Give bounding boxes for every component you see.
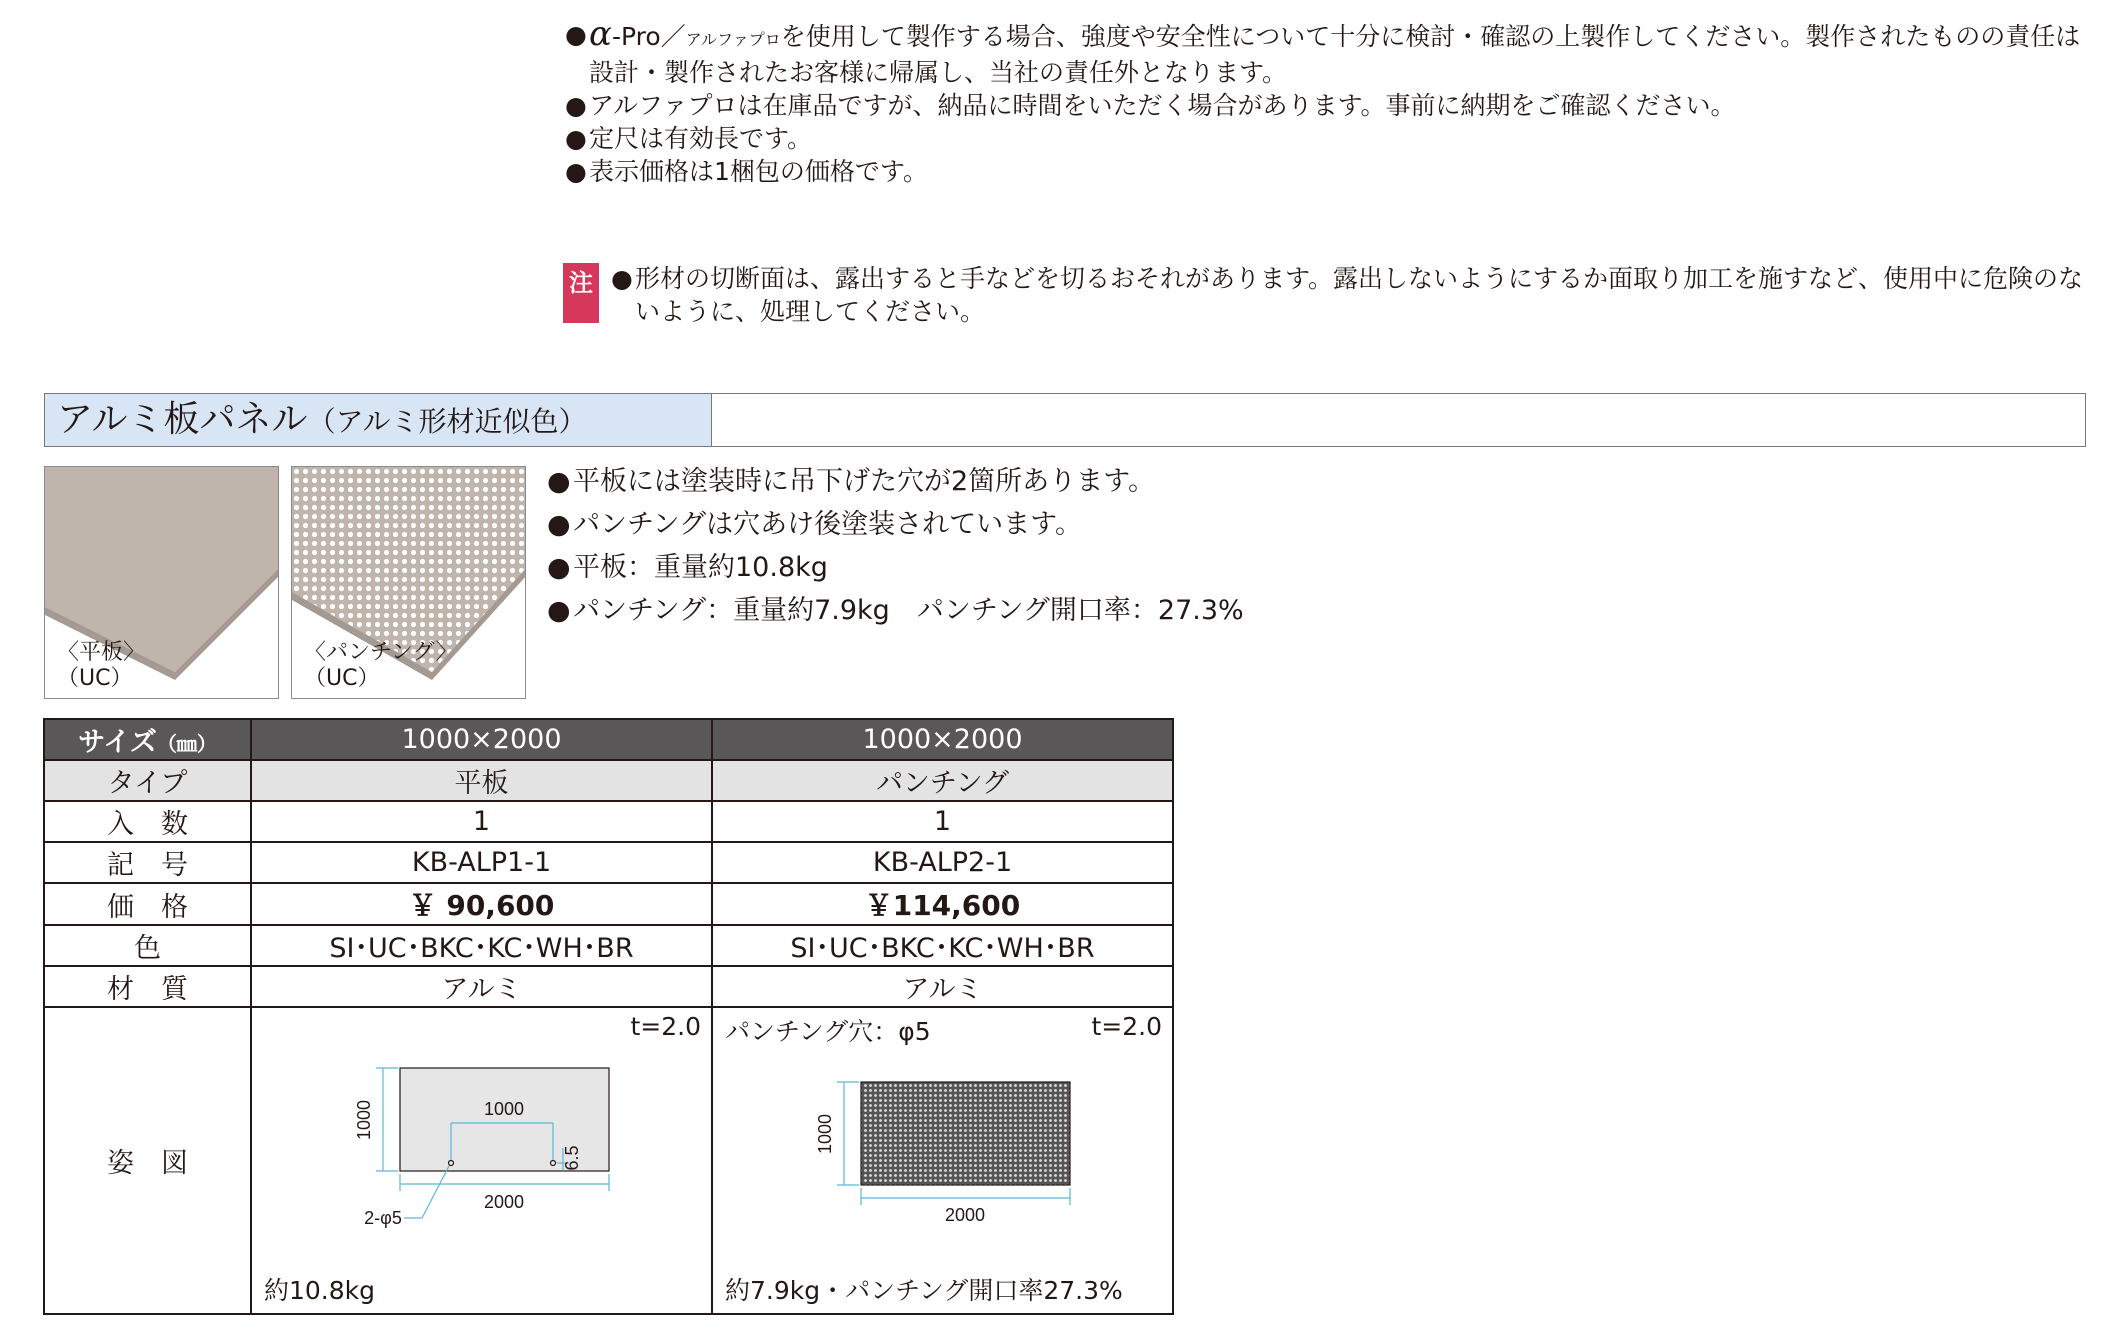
code-cell: KB-ALP2-1	[712, 842, 1173, 883]
material-cell: アルミ	[251, 966, 712, 1007]
flat-dim-offset: 6.5	[562, 1145, 582, 1171]
flat-drawing	[252, 1008, 713, 1313]
color-cell: SI･UC･BKC･KC･WH･BR	[251, 925, 712, 966]
table-row-size	[44, 719, 1173, 760]
section-header	[44, 393, 2086, 447]
caution-badge: 注	[563, 263, 599, 323]
caution-text: ● 形材の切断面は、露出すると手などを切るおそれがあります。露出しないようにするか面取り加工を施すなど、使用中に危険のないように、処理してください。	[611, 262, 2091, 328]
punch-hole-size: パンチング穴：φ5	[725, 1017, 931, 1046]
photo-flat-panel	[44, 466, 279, 699]
note-alpha-pro: ● α-Pro／アルファプロを使用して製作する場合、強度や安全性について十分に検討・確認の上製作してください。製作されたものの責任は設計・製作されたお客様に帰属し、当社の責任外となります。	[565, 18, 2095, 89]
photo-punching-caption: 〈パンチング〉 （UC）	[304, 640, 458, 691]
color-cell: SI･UC･BKC･KC･WH･BR	[712, 925, 1173, 966]
table-row-price	[44, 883, 1173, 925]
flat-weight: 約10.8kg	[264, 1276, 376, 1305]
size-cell: 1000×2000	[251, 719, 712, 760]
table-row-code	[44, 842, 1173, 883]
section-title: アルミ板パネル（アルミ形材近似色）	[45, 394, 712, 446]
material-cell: アルミ	[712, 966, 1173, 1007]
qty-cell: 1	[712, 801, 1173, 842]
flat-thickness: t=2.0	[630, 1012, 701, 1041]
flat-dim-pitch: 1000	[483, 1099, 525, 1119]
size-label: サイズ（㎜）	[44, 719, 251, 760]
code-label: 記 号	[44, 842, 251, 883]
type-label: タイプ	[44, 760, 251, 801]
punching-drawing	[713, 1008, 1174, 1313]
price-cell: ￥ 90,600	[251, 883, 712, 925]
table-row-color	[44, 925, 1173, 966]
code-cell: KB-ALP1-1	[251, 842, 712, 883]
photo-punching-panel	[291, 466, 526, 699]
spec-notes	[547, 460, 1244, 632]
material-label: 材 質	[44, 966, 251, 1007]
punch-weight: 約7.9kg・パンチング開口率27.3%	[725, 1276, 1123, 1305]
table-row-type	[44, 760, 1173, 801]
spec-note: ● パンチングは穴あけ後塗装されています。	[547, 503, 1244, 546]
punch-thickness: t=2.0	[1091, 1012, 1162, 1041]
figure-cell-flat	[251, 1007, 712, 1314]
spec-note: ● 平板には塗装時に吊下げた穴が2箇所あります。	[547, 460, 1244, 503]
table-row-qty	[44, 801, 1173, 842]
price-cell: ￥114,600	[712, 883, 1173, 925]
flat-hole-label: 2-φ5	[364, 1208, 402, 1228]
type-cell: パンチング	[712, 760, 1173, 801]
spec-note: ● 平板：重量約10.8kg	[547, 546, 1244, 589]
note-length: ● 定尺は有効長です。	[565, 122, 2095, 155]
price-label: 価 格	[44, 883, 251, 925]
qty-label: 入 数	[44, 801, 251, 842]
flat-dim-height: 1000	[354, 1099, 374, 1141]
spec-table	[43, 718, 1174, 1315]
table-row-material	[44, 966, 1173, 1007]
note-stock: ● アルファプロは在庫品ですが、納品に時間をいただく場合があります。事前に納期をご確認ください。	[565, 89, 2095, 122]
size-cell: 1000×2000	[712, 719, 1173, 760]
table-row-figure	[44, 1007, 1173, 1314]
figure-cell-punching	[712, 1007, 1173, 1314]
punch-dim-height: 1000	[815, 1113, 835, 1155]
alpha-symbol: α	[589, 14, 612, 54]
spec-note: ● パンチング：重量約7.9kg パンチング開口率：27.3%	[547, 589, 1244, 632]
figure-label: 姿 図	[44, 1007, 251, 1314]
notes-block	[565, 14, 2095, 188]
qty-cell: 1	[251, 801, 712, 842]
type-cell: 平板	[251, 760, 712, 801]
photo-flat-caption: 〈平板〉 （UC）	[57, 640, 146, 691]
note-price: ● 表示価格は1梱包の価格です。	[565, 155, 2095, 188]
punch-dim-width: 2000	[944, 1205, 986, 1225]
flat-dim-width: 2000	[483, 1192, 525, 1212]
color-label: 色	[44, 925, 251, 966]
